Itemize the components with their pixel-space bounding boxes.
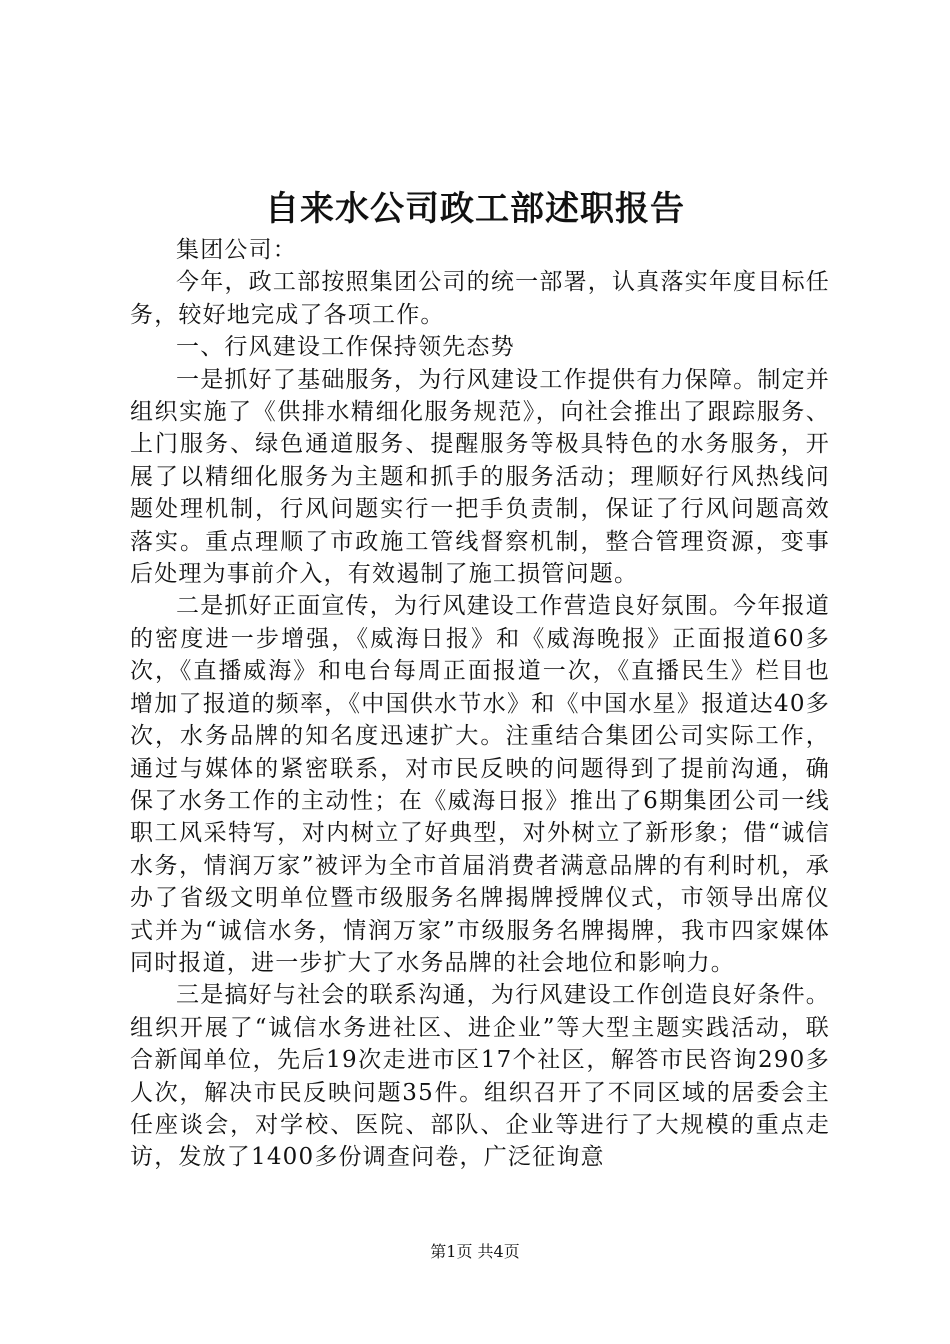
- body-paragraph: 二是抓好正面宣传，为行风建设工作营造良好氛围。今年报道的密度进一步增强，《威海日报》和《威海晚报》正面报道60多次，《直播威海》和电台每周正面报道一次，《直播民生》栏目也增加了报道的频率，《中国供水节水》和《中国水星》报道达40多次，水务品牌的知名度迅速扩大。注重结合集团公司实际工作，通过与媒体的紧密联系，对市民反映的问题得到了提前沟通，确保了水务工作的主动性；在《威海日报》推出了6期集团公司一线职工风采特写，对内树立了好典型，对外树立了新形象；借“诚信水务，情润万家”被评为全市首届消费者满意品牌的有利时机，承办了省级文明单位暨市级服务名牌揭牌授牌仪式，市领导出席仪式并为“诚信水务，情润万家”市级服务名牌揭牌，我市四家媒体同时报道，进一步扩大了水务品牌的社会地位和影响力。: [130, 593, 830, 976]
- salutation: 集团公司：: [176, 237, 297, 263]
- body-paragraph: 三是搞好与社会的联系沟通，为行风建设工作创造良好条件。组织开展了“诚信水务进社区、进企业”等大型主题实践活动，联合新闻单位，先后19次走进市区17个社区，解答市民咨询290多人次，解决市民反映问题35件。组织召开了不同区域的居委会主任座谈会，对学校、医院、部队、企业等进行了大规模的重点走访，发放了1400多份调查问卷，广泛征询意: [130, 982, 830, 1171]
- document-title: 自来水公司政工部述职报告: [265, 189, 685, 229]
- intro-paragraph: 今年，政工部按照集团公司的统一部署，认真落实年度目标任务，较好地完成了各项工作。: [130, 269, 830, 328]
- body-paragraph: 一是抓好了基础服务，为行风建设工作提供有力保障。制定并组织实施了《供排水精细化服务规范》，向社会推出了跟踪服务、上门服务、绿色通道服务、提醒服务等极具特色的水务服务，开展了以精细化服务为主题和抓手的服务活动；理顺好行风热线问题处理机制，行风问题实行一把手负责制，保证了行风问题高效落实。重点理顺了市政施工管线督察机制，整合管理资源，变事后处理为事前介入，有效遏制了施工损管问题。: [130, 366, 830, 588]
- document-body: [130, 234, 830, 1174]
- page-footer: 第1页 共4页: [430, 1242, 520, 1261]
- section-heading: 一、行风建设工作保持领先态势: [176, 334, 515, 361]
